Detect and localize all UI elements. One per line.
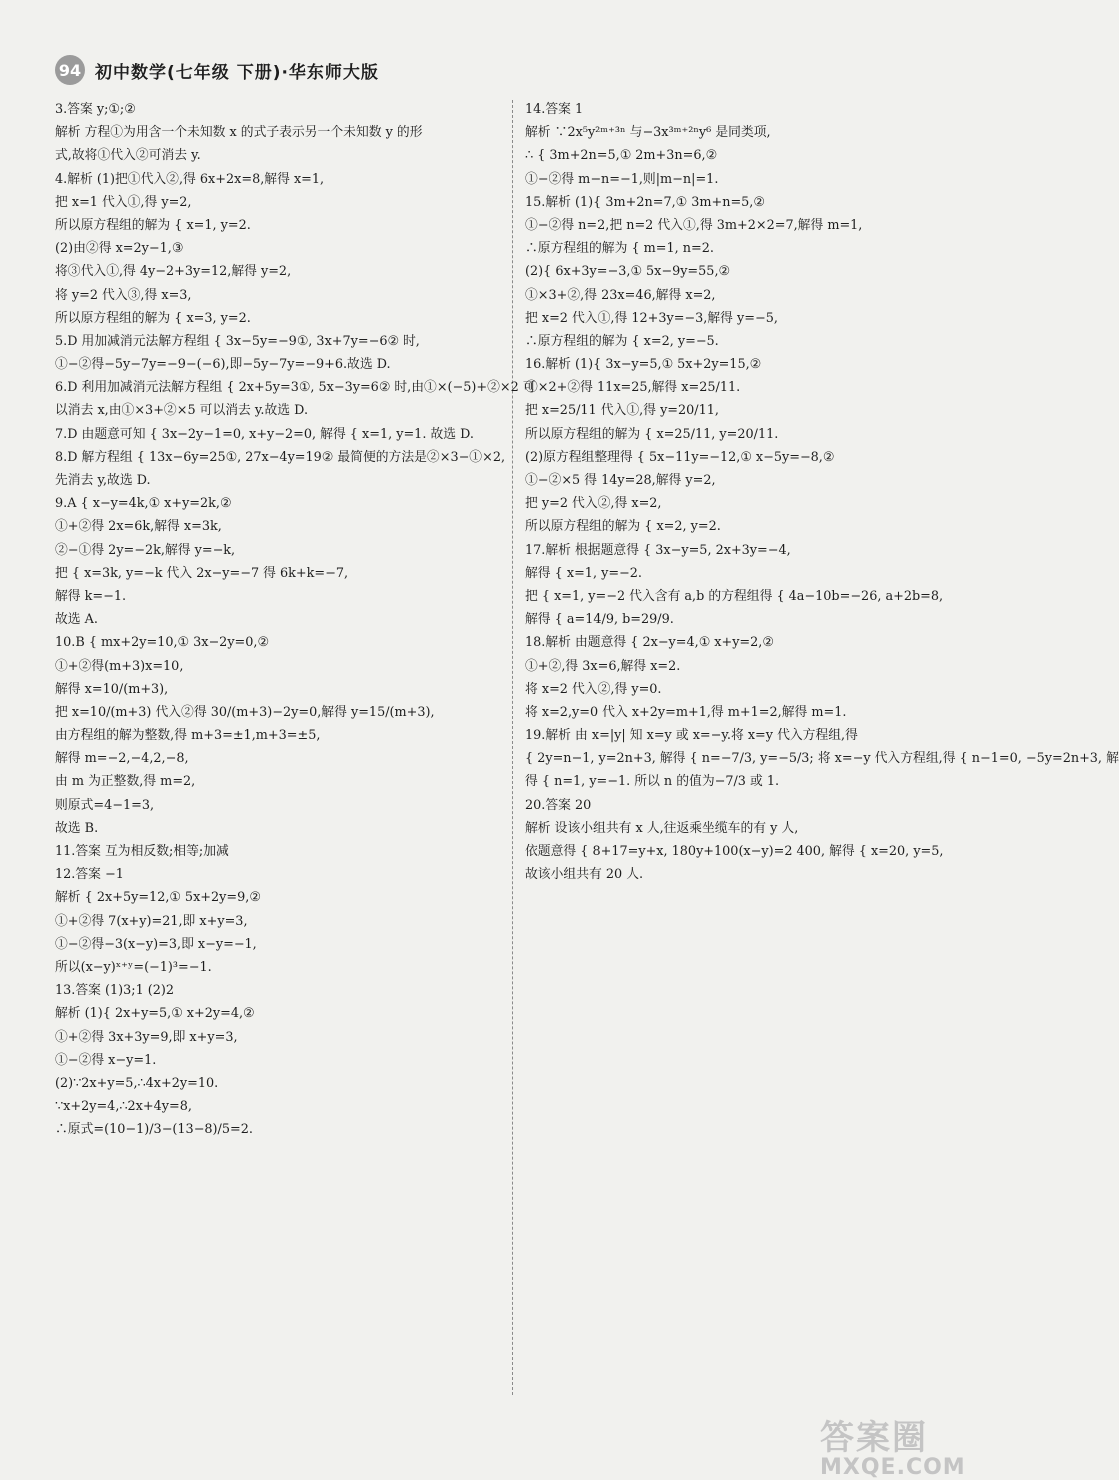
answer-line: 则原式=4−1=3, — [55, 797, 155, 813]
answer-line: 8.D 解方程组 { 13x−6y=25①, 27x−4y=19② 最简便的方法是②×3−①×2, — [55, 449, 506, 465]
answer-line: 所以原方程组的解为 { x=2, y=2. — [525, 519, 721, 535]
answer-line: 4.解析 (1)把①代入②,得 6x+2x=8,解得 x=1, — [55, 171, 325, 187]
answer-line: 6.D 利用加减消元法解方程组 { 2x+5y=3①, 5x−3y=6② 时,由①×(−5)+②×2 可 — [55, 380, 536, 396]
page-number-badge: 94 — [55, 55, 85, 85]
answer-line: 16.解析 (1){ 3x−y=5,① 5x+2y=15,② — [525, 357, 762, 373]
answer-line: 解析 设该小组共有 x 人,往返乘坐缆车的有 y 人, — [525, 820, 799, 836]
answer-line: 5.D 用加减消元法解方程组 { 3x−5y=−9①, 3x+7y=−6② 时, — [55, 333, 420, 349]
answer-line: 解析 ∵2x⁵y²ᵐ⁺³ⁿ 与−3x³ᵐ⁺²ⁿy⁶ 是同类项, — [525, 125, 771, 141]
answer-line: 把 x=25/11 代入①,得 y=20/11, — [525, 403, 719, 419]
answer-line: 所以原方程组的解为 { x=25/11, y=20/11. — [525, 426, 779, 442]
answer-line: 得 { n=1, y=−1. 所以 n 的值为−7/3 或 1. — [525, 774, 780, 790]
answer-line: 18.解析 由题意得 { 2x−y=4,① x+y=2,② — [525, 635, 774, 651]
answer-line: ①+②得(m+3)x=10, — [55, 658, 184, 674]
answer-line: 故选 A. — [55, 612, 98, 628]
answer-line: 先消去 y,故选 D. — [55, 473, 151, 488]
answer-line: (2){ 6x+3y=−3,① 5x−9y=55,② — [525, 264, 730, 280]
answer-line: 19.解析 由 x=|y| 知 x=y 或 x=−y.将 x=y 代入方程组,得 — [525, 728, 858, 744]
answer-line: 故该小组共有 20 人. — [525, 867, 644, 883]
answer-line: 15.解析 (1){ 3m+2n=7,① 3m+n=5,② — [525, 194, 765, 210]
page-header — [55, 55, 379, 85]
answer-line: 解得 x=10/(m+3), — [55, 681, 169, 697]
answer-line: (2)由②得 x=2y−1,③ — [55, 241, 184, 257]
answer-line: 把 x=1 代入①,得 y=2, — [55, 194, 192, 210]
answer-line: 9.A { x−y=4k,① x+y=2k,② — [55, 496, 232, 512]
answer-line: ①−②×5 得 14y=28,解得 y=2, — [525, 473, 716, 488]
answer-line: ①−②得 n=2,把 n=2 代入①,得 3m+2×2=7,解得 m=1, — [525, 217, 863, 233]
answer-line: ①×3+②,得 23x=46,解得 x=2, — [525, 287, 716, 303]
answer-line: 将 y=2 代入③,得 x=3, — [55, 287, 192, 303]
answer-line: ∵x+2y=4,∴2x+4y=8, — [55, 1099, 192, 1115]
answer-line: 把 { x=1, y=−2 代入含有 a,b 的方程组得 { 4a−10b=−26, a+2b=8, — [525, 588, 944, 604]
answer-line: 所以原方程组的解为 { x=1, y=2. — [55, 217, 251, 233]
answer-line: 10.B { mx+2y=10,① 3x−2y=0,② — [55, 635, 269, 651]
answer-line: ②−①得 2y=−2k,解得 y=−k, — [55, 542, 236, 558]
watermark-url: MXQE.COM — [820, 1455, 966, 1480]
answer-line: ①+②,得 3x=6,解得 x=2. — [525, 658, 681, 674]
answer-line: (2)原方程组整理得 { 5x−11y=−12,① x−5y=−8,② — [525, 449, 835, 465]
answer-line: 解析 方程①为用含一个未知数 x 的式子表示另一个未知数 y 的形 — [55, 125, 423, 141]
answer-line: 解得 { x=1, y=−2. — [525, 565, 642, 581]
answer-line: ∴ { 3m+2n=5,① 2m+3n=6,② — [525, 148, 718, 164]
answer-line: 7.D 由题意可知 { 3x−2y−1=0, x+y−2=0, 解得 { x=1, y=1. 故选 D. — [55, 426, 474, 442]
answer-line: 由方程组的解为整数,得 m+3=±1,m+3=±5, — [55, 728, 321, 744]
answer-line: 13.答案 (1)3;1 (2)2 — [55, 983, 175, 999]
answer-line: 以消去 x,由①×3+②×5 可以消去 y.故选 D. — [55, 403, 309, 419]
header-title: 初中数学(七年级 下册)·华东师大版 — [95, 62, 379, 83]
answer-line: 解析 { 2x+5y=12,① 5x+2y=9,② — [55, 890, 261, 906]
answer-line: 14.答案 1 — [525, 102, 584, 117]
left-column — [55, 100, 536, 1143]
right-column — [525, 100, 1119, 888]
answer-line: 将 x=2,y=0 代入 x+2y=m+1,得 m+1=2,解得 m=1. — [525, 704, 847, 720]
answer-line: { 2y=n−1, y=2n+3, 解得 { n=−7/3, y=−5/3; 将 x=−y 代入方程组,得 { n−1=0, −5y=2n+3, 解 — [525, 751, 1119, 767]
answer-line: ∴原方程组的解为 { m=1, n=2. — [525, 241, 714, 257]
answer-line: 故选 B. — [55, 820, 99, 836]
answer-line: 由 m 为正整数,得 m=2, — [55, 774, 196, 790]
answer-line: 把 x=10/(m+3) 代入②得 30/(m+3)−2y=0,解得 y=15/(m+3), — [55, 704, 435, 720]
answer-line: ①+②得 3x+3y=9,即 x+y=3, — [55, 1029, 238, 1045]
answer-line: (2)∵2x+y=5,∴4x+2y=10. — [55, 1075, 219, 1091]
answer-line: 把 { x=3k, y=−k 代入 2x−y=−7 得 6k+k=−7, — [55, 565, 349, 581]
answer-line: 所以原方程组的解为 { x=3, y=2. — [55, 310, 251, 326]
answer-line: 17.解析 根据题意得 { 3x−y=5, 2x+3y=−4, — [525, 542, 791, 558]
answer-line: 式,故将①代入②可消去 y. — [55, 148, 201, 164]
answer-line: 11.答案 互为相反数;相等;加减 — [55, 844, 229, 859]
answer-line: 把 y=2 代入②,得 x=2, — [525, 496, 662, 512]
answer-line: ①−②得−5y−7y=−9−(−6),即−5y−7y=−9+6.故选 D. — [55, 357, 391, 373]
answer-line: 解得 m=−2,−4,2,−8, — [55, 751, 189, 767]
answer-line: 12.答案 −1 — [55, 867, 124, 883]
answer-line: ∴原方程组的解为 { x=2, y=−5. — [525, 333, 719, 349]
answer-line: ①−②得−3(x−y)=3,即 x−y=−1, — [55, 936, 257, 952]
answer-line: 把 x=2 代入①,得 12+3y=−3,解得 y=−5, — [525, 310, 778, 326]
answer-line: 3.答案 y;①;② — [55, 102, 136, 117]
answer-line: 解得 k=−1. — [55, 588, 127, 604]
watermark — [820, 1410, 966, 1480]
answer-line: 依题意得 { 8+17=y+x, 180y+100(x−y)=2 400, 解得 { x=20, y=5, — [525, 844, 944, 859]
answer-line: 将 x=2 代入②,得 y=0. — [525, 681, 662, 697]
answer-line: 20.答案 20 — [525, 797, 592, 813]
column-divider — [512, 100, 513, 1395]
answer-line: 将③代入①,得 4y−2+3y=12,解得 y=2, — [55, 264, 292, 280]
answer-line: ∴原式=(10−1)/3−(13−8)/5=2. — [55, 1122, 253, 1138]
answer-line: 解析 (1){ 2x+y=5,① x+2y=4,② — [55, 1006, 255, 1022]
answer-line: ①−②得 x−y=1. — [55, 1052, 157, 1068]
answer-line: ①+②得 7(x+y)=21,即 x+y=3, — [55, 913, 248, 929]
answer-line: ①×2+②得 11x=25,解得 x=25/11. — [525, 380, 741, 396]
answer-line: ①−②得 m−n=−1,则|m−n|=1. — [525, 171, 719, 187]
answer-line: ①+②得 2x=6k,解得 x=3k, — [55, 519, 222, 535]
answer-line: 解得 { a=14/9, b=29/9. — [525, 612, 674, 628]
answer-line: 所以(x−y)ˣ⁺ʸ=(−1)³=−1. — [55, 959, 212, 975]
watermark-logo: 答案圈 — [820, 1418, 928, 1458]
